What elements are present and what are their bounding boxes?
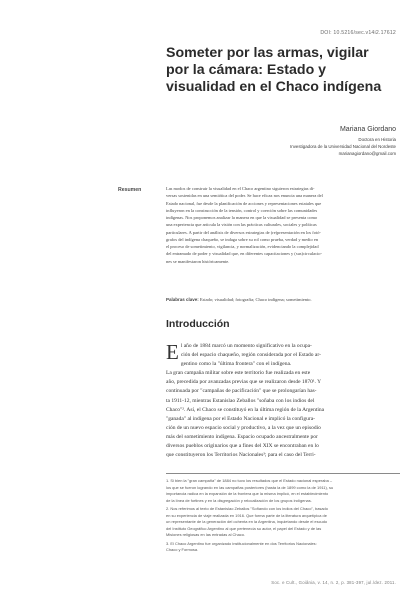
author-email: marianagiordano@gmail.com: [338, 151, 396, 157]
abstract-line: indígenas. Nos proponemos analizar la manera en que la visualidad se presenta como: [166, 215, 318, 220]
body-line: l año de 1884 marcó un momento significativo en la ocupa-: [180, 343, 312, 349]
body-text: [166, 342, 400, 460]
keywords-label: Palabras clave:: [166, 297, 199, 302]
title-line: por la cámara: Estado y: [166, 62, 327, 78]
drop-cap: E: [166, 340, 179, 364]
title-line: visualidad en el Chaco indígena: [166, 79, 382, 95]
body-line: año, precedida por avanzadas previas que se realizaron desde 1870¹. Y: [166, 379, 322, 386]
body-line: más del sometimiento indígena. Espacio ocupado ancestralmente por: [166, 433, 318, 440]
abstract-line: particulares. A partir del análisis de diversos estrategias de (re)presentación en los fotó-: [166, 229, 321, 235]
footnote-2-line: 2. Nos referimos al texto de Estanislao Zeballos "Soñando con los indios del Chaco", basado: [166, 506, 328, 511]
footnote-2-line: un representante de la generación del ochenta en la Argentina, inquietando desde el escudo: [166, 519, 328, 524]
abstract-line: grafos del indígena chaqueño, se indaga sobre su rol como prueba, verdad y medio en: [166, 236, 319, 242]
author-name: Mariana Giordano: [339, 126, 396, 133]
title-line: Someter por las armas, vigilar: [166, 45, 369, 61]
footnote-3-line: 3. El Chaco Argentino fue organizado institucionalmente en dos Territorios Nacionales:: [166, 540, 317, 546]
body-line: que constituyeron los Territorios Nacionales³; para el caso del Terri-: [166, 452, 316, 459]
section-title: Introducción: [166, 318, 230, 330]
doi-label: DOI: 10.5216/sec.v14i2.17612: [320, 30, 396, 36]
footnote-2-line: Misiones religiosas en las entradas al Chaco.: [166, 532, 246, 537]
author-block: [290, 126, 396, 158]
body-line: Chaco"². Así, el Chaco se constituyó en la última región de la Argentina: [166, 406, 325, 413]
footnotes: [166, 478, 400, 554]
footnote-1-line: 1. Si bien la "gran campaña" de 1884 no tuvo los resultados que el Estado nacional esperaba –: [166, 478, 333, 483]
abstract-line: Las modos de construir la visualidad en el Chaco argentino siguieron estrategias di-: [166, 186, 315, 191]
abstract-line: nes se manifestaron históricamente.: [166, 258, 230, 264]
footnote-1-line: importancia radica en la expansión de la frontera que la misma implicó, en el establecimiento: [166, 491, 329, 496]
keywords: [166, 296, 400, 303]
footnote-1-line: los que se fueron logrando en las campañas posteriores (hasta la de 1899 como la de 1911), su: [166, 484, 334, 490]
abstract-line: influyeron en la construcción de la tensión, control y coerción sobre las comunidades: [166, 207, 318, 213]
footnote-2-line: del Instituto Geográfico Argentino al que pertenecía su autor, el papel del Estado y de las: [166, 525, 322, 531]
abstract-text: [166, 185, 400, 265]
abstract-line: el proceso de sometimiento, vigilancia, y normalización, evidenciando la complejidad: [166, 244, 319, 249]
body-line: ta 1911-12, mientras Estanislao Zeballos "soñaba con los indios del: [166, 397, 315, 404]
body-line: "ganada" al indígena por el Estado Nacional e implicó la configura-: [166, 415, 315, 422]
abstract-line: versas sostenidas en una semiótica del poder. Se hace eficaz nos enuncia una manera del: [166, 193, 323, 199]
article-title: [166, 45, 400, 96]
footnote-divider: [166, 473, 400, 474]
body-line: ción del espacio chaqueño, región considerada por el Estado ar-: [180, 352, 321, 359]
footnote-3-line: Chaco y Formosa.: [166, 547, 199, 552]
footnote-2-line: en su experiencia de viaje realizada en 1916. Que forma parte de la literatura arquetípica de: [166, 512, 327, 518]
page-footer-citation: Soc. e Cult., Goiânia, v. 14, n. 2, p. 381-397, jul./dez. 2011.: [271, 580, 396, 585]
body-line: ción de un nuevo espacio social y productivo, a la vez que un episodio: [166, 424, 321, 431]
abstract-line: Estado nacional, fue desde la planificación de acciones y representaciones estatales que: [166, 200, 322, 206]
abstract-label: Resumen: [118, 187, 142, 193]
body-line: gentino como la "última frontera" con el indígena.: [180, 361, 292, 368]
footnote-1-line: de la línea de fortines y en la disgregación y relocalización de los grupos indígenas.: [166, 497, 312, 503]
abstract-line: del entramado de poder y visualidad que, en diferentes capacitaciones y (sus)circulacio-: [166, 251, 322, 257]
author-affiliation: Investigadora de la Universidad Nacional del Nordeste: [290, 144, 396, 150]
body-line: continuada por "campañas de pacificación" que se prolongarían has-: [166, 388, 317, 395]
keywords-text: Estado; visualidad; fotografía; Chaco indígena; sometimiento.: [199, 297, 312, 302]
author-degree: Doctora en Historia: [358, 137, 396, 142]
body-line: La gran campaña militar sobre este territorio fue realizada en este: [166, 370, 311, 377]
abstract-line: una experiencia que articula la visión con las prácticas culturales, sociales y políticas: [166, 222, 317, 228]
body-line: diversos pueblos originarios que a fines del XIX se encontraban en lo: [166, 443, 319, 450]
